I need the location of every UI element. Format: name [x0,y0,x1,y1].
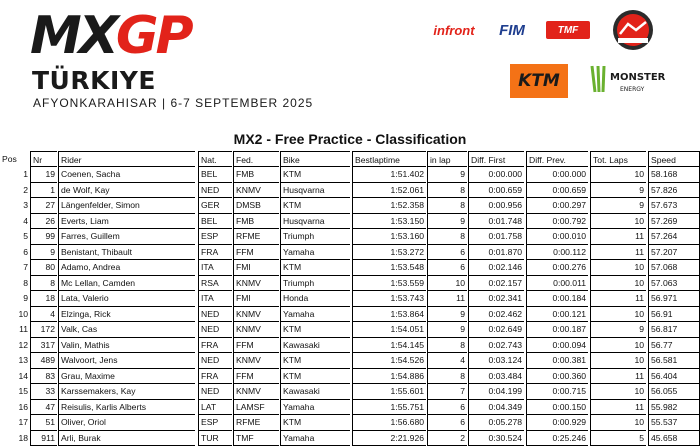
cell-speed: 57.068 [648,260,700,276]
col-header-fed: Fed. [233,151,279,167]
cell-pos: 12 [0,338,30,354]
cell-dfirst: 0:02.743 [468,338,524,354]
cell-best: 1:55.601 [352,384,426,400]
table-row [0,353,700,369]
cell-dprev: 0:00.150 [526,400,588,416]
table-row [0,214,700,230]
cell-nat: FRA [198,338,232,354]
cell-fed: FFM [233,245,279,261]
cell-nat: NED [198,307,232,323]
cell-speed: 56.581 [648,353,700,369]
cell-dfirst: 0:01.870 [468,245,524,261]
cell-rider: Elzinga, Rick [58,307,195,323]
cell-speed: 57.207 [648,245,700,261]
infront-logo: infront [428,20,480,40]
cell-speed: 56.971 [648,291,700,307]
cell-nr: 27 [30,198,57,214]
cell-bike: KTM [280,415,350,431]
cell-laps: 10 [590,384,646,400]
cell-rider: Walvoort, Jens [58,353,195,369]
cell-bike: Yamaha [280,400,350,416]
table-row [0,369,700,385]
col-header-nat: Nat. [198,151,232,167]
cell-dfirst: 0:02.462 [468,307,524,323]
cell-best: 1:51.402 [352,167,426,183]
cell-best: 1:53.864 [352,307,426,323]
cell-bike: Husqvarna [280,183,350,199]
cell-nr: 172 [30,322,57,338]
cell-dfirst: 0:03.124 [468,353,524,369]
cell-rider: Grau, Maxime [58,369,195,385]
cell-bike: KTM [280,260,350,276]
cell-nr: 489 [30,353,57,369]
cell-dprev: 0:00.112 [526,245,588,261]
cell-rider: Karssemakers, Kay [58,384,195,400]
cell-nat: NED [198,322,232,338]
cell-laps: 10 [590,415,646,431]
cell-inlap: 9 [427,167,467,183]
table-row [0,183,700,199]
cell-inlap: 8 [427,338,467,354]
cell-pos: 9 [0,291,30,307]
cell-bike: KTM [280,369,350,385]
cell-nat: ITA [198,291,232,307]
col-header-nr: Nr [30,151,57,167]
cell-best: 1:56.680 [352,415,426,431]
cell-speed: 56.91 [648,307,700,323]
cell-dfirst: 0:02.341 [468,291,524,307]
cell-inlap: 8 [427,183,467,199]
cell-pos: 1 [0,167,30,183]
cell-best: 2:21.926 [352,431,426,446]
cell-inlap: 7 [427,384,467,400]
cell-inlap: 9 [427,307,467,323]
cell-fed: KNMV [233,307,279,323]
cell-laps: 11 [590,245,646,261]
cell-fed: KNMV [233,183,279,199]
energy-text: ENERGY [620,86,645,93]
table-row [0,322,700,338]
cell-nr: 47 [30,400,57,416]
table-row [0,198,700,214]
cell-inlap: 11 [427,291,467,307]
col-header-diff-prev: Diff. Prev. [526,151,588,167]
event-title: TÜRKIYE [32,66,156,95]
cell-rider: Valk, Cas [58,322,195,338]
cell-bike: Yamaha [280,245,350,261]
cell-dfirst: 0:30.524 [468,431,524,446]
cell-inlap: 2 [427,431,467,446]
cell-fed: FFM [233,338,279,354]
cell-rider: Lata, Valerio [58,291,195,307]
cell-bike: Yamaha [280,307,350,323]
cell-rider: Benistant, Thibault [58,245,195,261]
cell-fed: LAMSF [233,400,279,416]
cell-bike: KTM [280,322,350,338]
cell-dprev: 0:00.360 [526,369,588,385]
cell-laps: 10 [590,307,646,323]
cell-nr: 4 [30,307,57,323]
classification-title: MX2 - Free Practice - Classification [0,131,700,147]
cell-speed: 56.404 [648,369,700,385]
cell-fed: FMB [233,214,279,230]
cell-inlap: 8 [427,229,467,245]
cell-laps: 10 [590,214,646,230]
cell-rider: Oliver, Oriol [58,415,195,431]
cell-pos: 14 [0,369,30,385]
cell-nr: 18 [30,291,57,307]
cell-laps: 10 [590,276,646,292]
cell-fed: KNMV [233,384,279,400]
cell-speed: 58.168 [648,167,700,183]
cell-laps: 9 [590,183,646,199]
cell-laps: 11 [590,369,646,385]
cell-dprev: 0:00.929 [526,415,588,431]
cell-inlap: 10 [427,276,467,292]
table-row [0,400,700,416]
cell-dprev: 0:25.246 [526,431,588,446]
table-row [0,229,700,245]
cell-best: 1:52.061 [352,183,426,199]
cell-pos: 13 [0,353,30,369]
cell-best: 1:52.358 [352,198,426,214]
cell-laps: 10 [590,167,646,183]
col-header-diff-first: Diff. First [468,151,524,167]
table-header-row [0,151,700,167]
cell-nr: 1 [30,183,57,199]
cell-nat: LAT [198,400,232,416]
cell-speed: 55.982 [648,400,700,416]
cell-dfirst: 0:00.000 [468,167,524,183]
cell-dprev: 0:00.792 [526,214,588,230]
cell-bike: KTM [280,353,350,369]
cell-fed: DMSB [233,198,279,214]
cell-inlap: 8 [427,198,467,214]
cell-dprev: 0:00.094 [526,338,588,354]
header [0,0,700,126]
col-header-rider: Rider [58,151,195,167]
cell-nat: BEL [198,214,232,230]
table-row [0,167,700,183]
cell-speed: 57.826 [648,183,700,199]
cell-pos: 15 [0,384,30,400]
cell-pos: 4 [0,214,30,230]
cell-fed: KNMV [233,322,279,338]
cell-nr: 911 [30,431,57,446]
cell-laps: 11 [590,291,646,307]
cell-pos: 5 [0,229,30,245]
cell-laps: 11 [590,229,646,245]
cell-inlap: 6 [427,415,467,431]
cell-dfirst: 0:01.758 [468,229,524,245]
cell-inlap: 9 [427,322,467,338]
cell-speed: 57.264 [648,229,700,245]
cell-pos: 17 [0,415,30,431]
cell-dfirst: 0:02.157 [468,276,524,292]
cell-dprev: 0:00.276 [526,260,588,276]
cell-bike: KTM [280,198,350,214]
cell-nat: ESP [198,415,232,431]
cell-best: 1:54.886 [352,369,426,385]
cell-bike: KTM [280,167,350,183]
cell-dprev: 0:00.381 [526,353,588,369]
cell-speed: 57.063 [648,276,700,292]
cell-inlap: 6 [427,400,467,416]
cell-dprev: 0:00.000 [526,167,588,183]
cell-pos: 18 [0,431,30,446]
cell-nr: 51 [30,415,57,431]
col-header-bike: Bike [280,151,350,167]
cell-inlap: 6 [427,260,467,276]
cell-pos: 2 [0,183,30,199]
cell-dfirst: 0:03.484 [468,369,524,385]
cell-speed: 56.77 [648,338,700,354]
cell-bike: Kawasaki [280,338,350,354]
cell-rider: Mc Lellan, Camden [58,276,195,292]
cell-pos: 16 [0,400,30,416]
cell-laps: 10 [590,338,646,354]
cell-laps: 9 [590,198,646,214]
cell-nat: BEL [198,167,232,183]
cell-fed: FFM [233,369,279,385]
cell-fed: TMF [233,431,279,446]
cell-speed: 57.673 [648,198,700,214]
cell-nat: FRA [198,245,232,261]
cell-fed: KNMV [233,353,279,369]
cell-speed: 45.658 [648,431,700,446]
cell-nat: FRA [198,369,232,385]
cell-best: 1:53.150 [352,214,426,230]
cell-rider: Reisulis, Karlis Alberts [58,400,195,416]
mxgp-logo [30,6,191,66]
table-row [0,431,700,446]
col-header-speed: Speed [648,151,700,167]
table-row [0,276,700,292]
cell-pos: 10 [0,307,30,323]
cell-fed: FMI [233,291,279,307]
cell-nat: NED [198,384,232,400]
classification-table [0,151,700,446]
cell-best: 1:54.051 [352,322,426,338]
cell-dfirst: 0:00.956 [468,198,524,214]
monster-energy-logo [588,62,664,100]
cell-dprev: 0:00.010 [526,229,588,245]
col-header-in-lap: in lap [427,151,467,167]
cell-rider: Arli, Burak [58,431,195,446]
table-row [0,291,700,307]
cell-nr: 83 [30,369,57,385]
cell-rider: Farres, Guillem [58,229,195,245]
logo-gp-text: GP [116,6,191,66]
cell-nr: 26 [30,214,57,230]
cell-dprev: 0:00.011 [526,276,588,292]
cell-rider: de Wolf, Kay [58,183,195,199]
cell-speed: 56.817 [648,322,700,338]
cell-pos: 11 [0,322,30,338]
cell-fed: KNMV [233,276,279,292]
cell-dfirst: 0:01.748 [468,214,524,230]
cell-rider: Everts, Liam [58,214,195,230]
cell-best: 1:53.559 [352,276,426,292]
ktm-logo: KTM [510,64,568,98]
cell-fed: FMB [233,167,279,183]
cell-nr: 99 [30,229,57,245]
cell-rider: Adamo, Andrea [58,260,195,276]
cell-nat: NED [198,183,232,199]
cell-dfirst: 0:04.199 [468,384,524,400]
cell-pos: 3 [0,198,30,214]
logo-mx-text: MX [30,6,116,66]
col-header-pos: Pos [0,151,30,167]
col-header-tot-laps: Tot. Laps [590,151,646,167]
cell-best: 1:53.743 [352,291,426,307]
cell-nr: 80 [30,260,57,276]
cell-bike: Triumph [280,229,350,245]
cell-pos: 6 [0,245,30,261]
cell-best: 1:53.548 [352,260,426,276]
cell-bike: Yamaha [280,431,350,446]
cell-dprev: 0:00.659 [526,183,588,199]
cell-nr: 9 [30,245,57,261]
cell-speed: 56.055 [648,384,700,400]
cell-speed: 55.537 [648,415,700,431]
table-row [0,260,700,276]
cell-laps: 10 [590,260,646,276]
monster-text: MONSTER [610,72,666,83]
cell-inlap: 9 [427,214,467,230]
cell-fed: RFME [233,415,279,431]
cell-dprev: 0:00.715 [526,384,588,400]
cell-inlap: 4 [427,353,467,369]
cell-best: 1:53.160 [352,229,426,245]
cell-dprev: 0:00.184 [526,291,588,307]
cell-bike: Triumph [280,276,350,292]
cell-laps: 5 [590,431,646,446]
cell-dfirst: 0:04.349 [468,400,524,416]
table-row [0,307,700,323]
cell-best: 1:54.145 [352,338,426,354]
cell-inlap: 6 [427,245,467,261]
cell-inlap: 8 [427,369,467,385]
cell-speed: 57.269 [648,214,700,230]
cell-nat: ITA [198,260,232,276]
cell-laps: 11 [590,400,646,416]
motor-sports-festival-logo [610,8,656,52]
cell-pos: 7 [0,260,30,276]
cell-best: 1:54.526 [352,353,426,369]
table-row [0,245,700,261]
cell-bike: Kawasaki [280,384,350,400]
cell-laps: 10 [590,353,646,369]
cell-nat: GER [198,198,232,214]
cell-bike: Husqvarna [280,214,350,230]
table-row [0,384,700,400]
cell-best: 1:55.751 [352,400,426,416]
cell-nr: 317 [30,338,57,354]
cell-nr: 33 [30,384,57,400]
cell-bike: Honda [280,291,350,307]
cell-nat: RSA [198,276,232,292]
cell-nat: NED [198,353,232,369]
cell-dfirst: 0:05.278 [468,415,524,431]
cell-nr: 8 [30,276,57,292]
table-row [0,338,700,354]
cell-laps: 9 [590,322,646,338]
cell-dfirst: 0:02.649 [468,322,524,338]
fim-logo: FIM [494,19,530,41]
cell-rider: Coenen, Sacha [58,167,195,183]
cell-dfirst: 0:02.146 [468,260,524,276]
table-row [0,415,700,431]
cell-nat: ESP [198,229,232,245]
cell-best: 1:53.272 [352,245,426,261]
cell-dprev: 0:00.187 [526,322,588,338]
cell-rider: Längenfelder, Simon [58,198,195,214]
cell-fed: RFME [233,229,279,245]
cell-dfirst: 0:00.659 [468,183,524,199]
cell-nat: TUR [198,431,232,446]
tmf-logo: TMF [546,21,590,39]
col-header-bestlaptime: Bestlaptime [352,151,426,167]
event-subtitle: AFYONKARAHISAR | 6-7 SEPTEMBER 2025 [33,96,313,110]
cell-dprev: 0:00.297 [526,198,588,214]
cell-pos: 8 [0,276,30,292]
cell-dprev: 0:00.121 [526,307,588,323]
cell-fed: FMI [233,260,279,276]
cell-nr: 19 [30,167,57,183]
cell-rider: Valin, Mathis [58,338,195,354]
